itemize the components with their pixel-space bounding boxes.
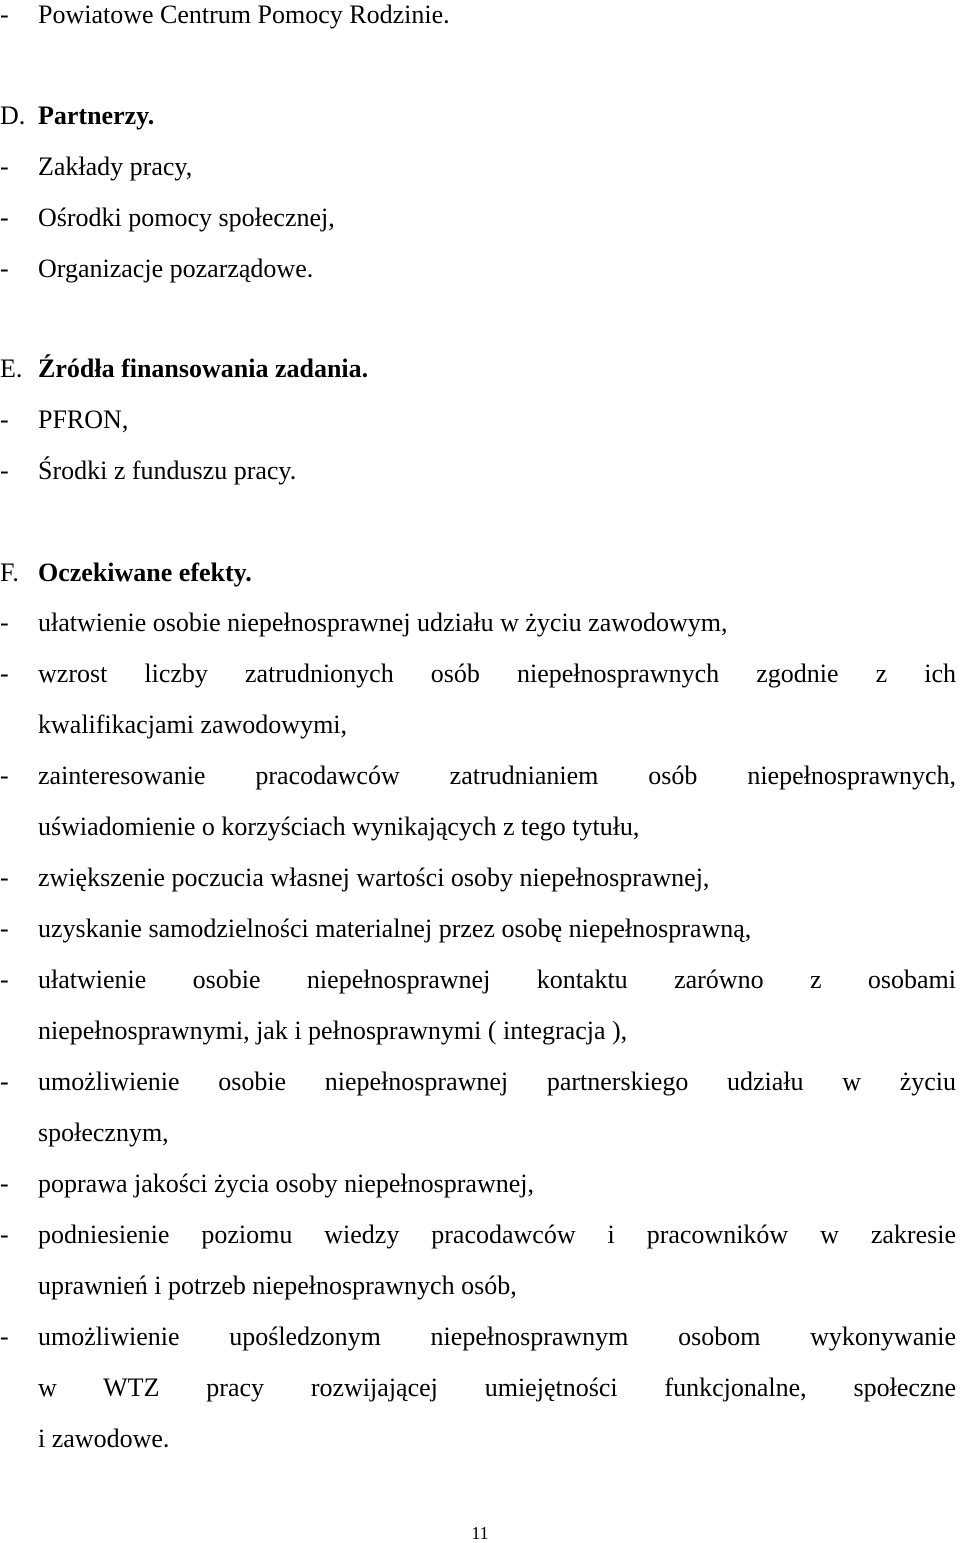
list-dash: -: [0, 1067, 9, 1096]
list-dash: -: [0, 1169, 9, 1198]
list-dash: -: [0, 965, 9, 994]
list-item-text: Środki z funduszu pracy.: [38, 456, 297, 485]
list-item-text: w WTZ pracy rozwijającej umiejętności funkcjonalne, społeczne: [38, 1373, 956, 1402]
list-dash: -: [0, 608, 9, 637]
page-number: 11: [471, 1523, 489, 1543]
list-item-text: kwalifikacjami zawodowymi,: [38, 710, 348, 739]
list-item-text: uzyskanie samodzielności materialnej przez osobę niepełnosprawną,: [38, 914, 752, 943]
list-item-text: ułatwienie osobie niepełnosprawnej udziału w życiu zawodowym,: [38, 608, 728, 637]
list-dash: -: [0, 914, 9, 943]
list-item-text: zwiększenie poczucia własnej wartości osoby niepełnosprawnej,: [38, 863, 710, 892]
list-dash: -: [0, 456, 9, 485]
list-dash: -: [0, 761, 9, 790]
section-label: D.: [0, 101, 26, 130]
list-item-text: zainteresowanie pracodawców zatrudnianiem osób niepełnosprawnych,: [38, 761, 956, 790]
section-title: Oczekiwane efekty.: [38, 558, 252, 587]
list-dash: -: [0, 659, 9, 688]
list-item-text: uprawnień i potrzeb niepełnosprawnych osób,: [38, 1271, 517, 1300]
section-label: E.: [0, 354, 23, 383]
list-dash: -: [0, 0, 9, 29]
list-item-text: niepełnosprawnymi, jak i pełnosprawnymi ( integracja ),: [38, 1016, 628, 1045]
list-dash: -: [0, 203, 9, 232]
list-item-text: poprawa jakości życia osoby niepełnosprawnej,: [38, 1169, 535, 1198]
list-dash: -: [0, 1220, 9, 1249]
list-dash: -: [0, 405, 9, 434]
list-dash: -: [0, 863, 9, 892]
list-item-text: umożliwienie osobie niepełnosprawnej partnerskiego udziału w życiu: [38, 1067, 956, 1096]
list-item-text: Organizacje pozarządowe.: [38, 254, 314, 283]
section-title: Źródła finansowania zadania.: [38, 354, 369, 383]
list-item-text: ułatwienie osobie niepełnosprawnej kontaktu zarówno z osobami: [38, 965, 956, 994]
list-item-text: społecznym,: [38, 1118, 169, 1147]
list-item-text: wzrost liczby zatrudnionych osób niepełnosprawnych zgodnie z ich: [38, 659, 956, 688]
list-item-text: Ośrodki pomocy społecznej,: [38, 203, 335, 232]
list-item-text: PFRON,: [38, 405, 129, 434]
section-title: Partnerzy.: [38, 101, 155, 130]
list-item-text: Powiatowe Centrum Pomocy Rodzinie.: [38, 0, 450, 29]
list-item-text: podniesienie poziomu wiedzy pracodawców i pracowników w zakresie: [38, 1220, 956, 1249]
list-dash: -: [0, 1322, 9, 1351]
list-dash: -: [0, 152, 9, 181]
list-item-text: i zawodowe.: [38, 1424, 170, 1453]
list-item-text: uświadomienie o korzyściach wynikających z tego tytułu,: [38, 812, 640, 841]
list-dash: -: [0, 254, 9, 283]
list-item-text: Zakłady pracy,: [38, 152, 193, 181]
list-item-text: umożliwienie upośledzonym niepełnosprawnym osobom wykonywanie: [38, 1322, 956, 1351]
section-label: F.: [0, 558, 19, 587]
